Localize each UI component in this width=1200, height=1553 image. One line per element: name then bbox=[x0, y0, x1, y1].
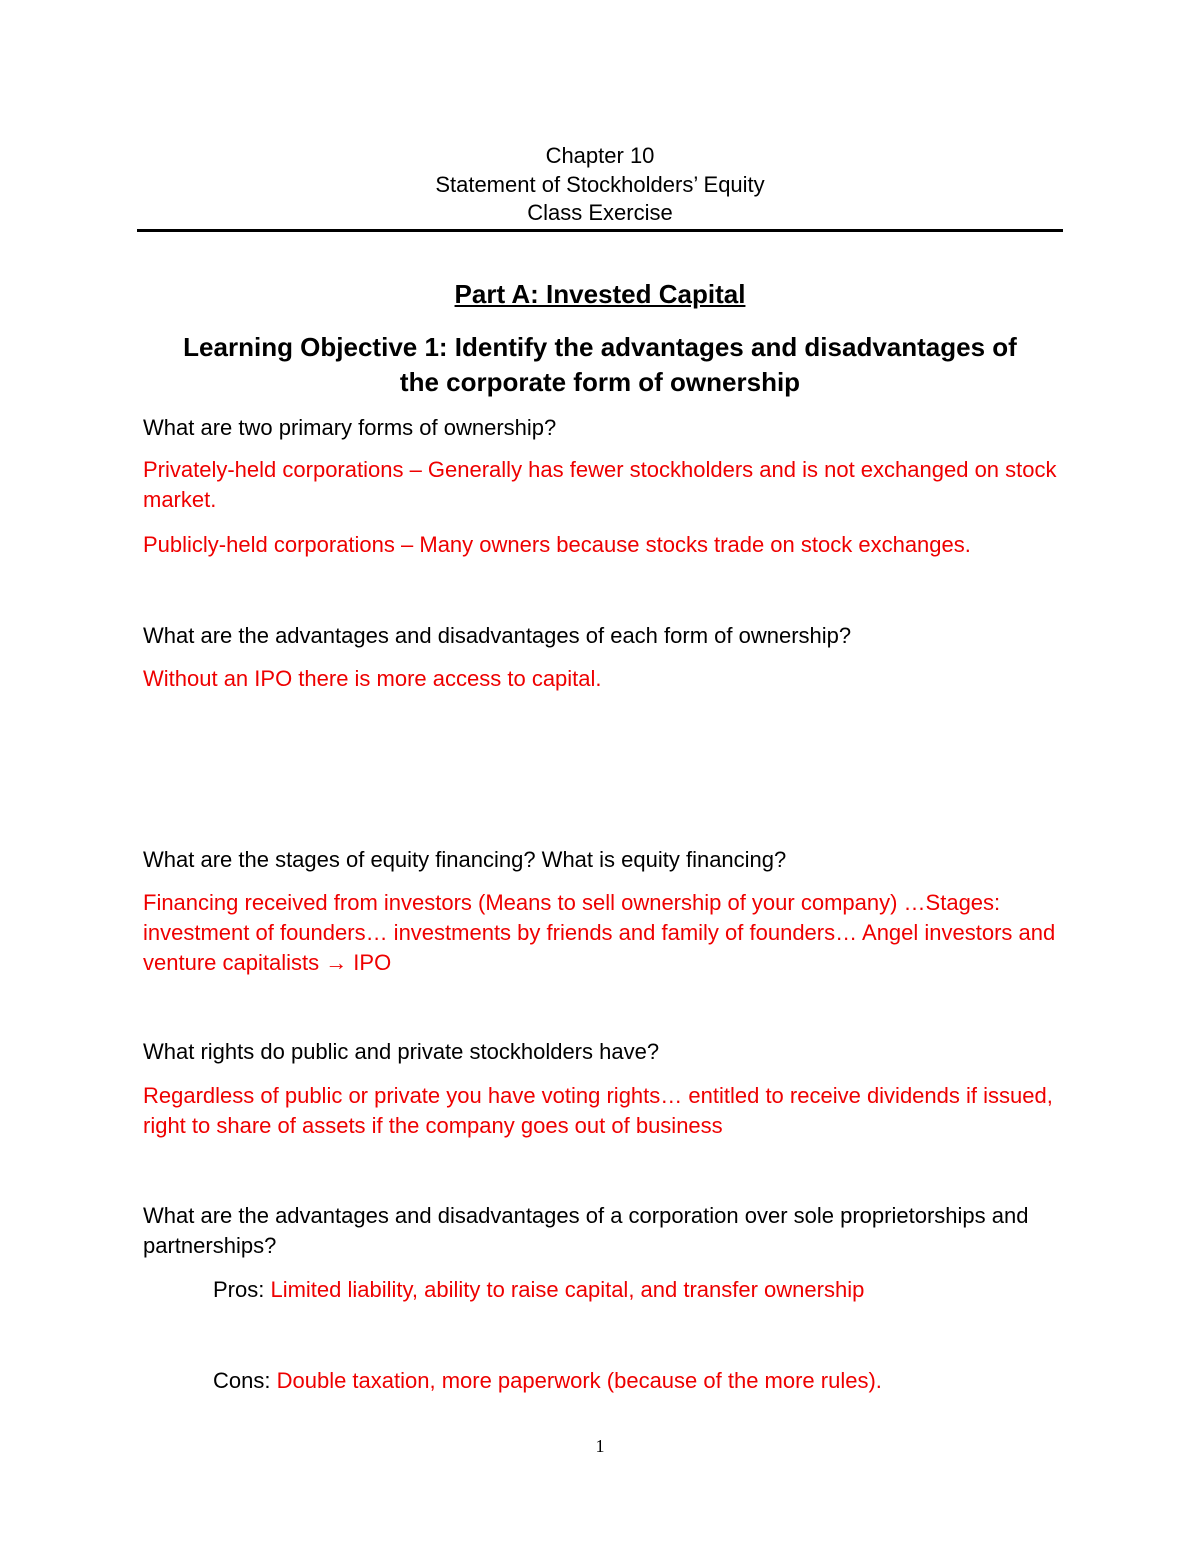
cons-label: Cons: bbox=[213, 1368, 277, 1393]
question-stockholder-rights: What rights do public and private stockholders have? bbox=[143, 1039, 660, 1064]
answer-equity-financing: Financing received from investors (Means to sell ownership of your company) …Stages: investment of founders… investments by friends and family of founders… Angel investors and venture capitalists → IPO bbox=[143, 890, 1056, 975]
page-number: 1 bbox=[595, 1436, 605, 1456]
header-divider bbox=[137, 229, 1063, 232]
part-title: Part A: Invested Capital bbox=[454, 279, 746, 309]
cons-line bbox=[213, 1366, 1073, 1396]
learning-objective bbox=[137, 330, 1063, 400]
pros-line bbox=[213, 1275, 1073, 1305]
pros-label: Pros: bbox=[213, 1277, 271, 1302]
question-ownership-forms: What are two primary forms of ownership? bbox=[143, 415, 557, 440]
question-corporation-pros-cons: What are the advantages and disadvantages of a corporation over sole proprietorships and partnerships? bbox=[143, 1203, 1029, 1258]
cons-text: Double taxation, more paperwork (because of the more rules). bbox=[276, 1368, 882, 1393]
answer-public-corporations: Publicly-held corporations – Many owners because stocks trade on stock exchanges. bbox=[143, 532, 971, 557]
learning-objective-line-2: the corporate form of ownership bbox=[399, 367, 801, 397]
answer-stockholder-rights: Regardless of public or private you have voting rights… entitled to receive dividends if issued, right to share of assets if the company goes out of business bbox=[143, 1083, 1053, 1138]
chapter-heading: Chapter 10 bbox=[545, 143, 655, 168]
pros-text: Limited liability, ability to raise capital, and transfer ownership bbox=[270, 1277, 865, 1302]
answer-ipo-capital: Without an IPO there is more access to capital. bbox=[143, 666, 602, 691]
question-equity-financing: What are the stages of equity financing? What is equity financing? bbox=[143, 847, 787, 872]
answer-private-corporations: Privately-held corporations – Generally has fewer stockholders and is not exchanged on stock market. bbox=[143, 457, 1057, 512]
learning-objective-line-1: Learning Objective 1: Identify the advantages and disadvantages of bbox=[183, 332, 1017, 362]
exercise-label: Class Exercise bbox=[527, 200, 673, 225]
question-ownership-pros-cons: What are the advantages and disadvantages of each form of ownership? bbox=[143, 623, 852, 648]
document-subtitle: Statement of Stockholders’ Equity bbox=[435, 172, 765, 197]
